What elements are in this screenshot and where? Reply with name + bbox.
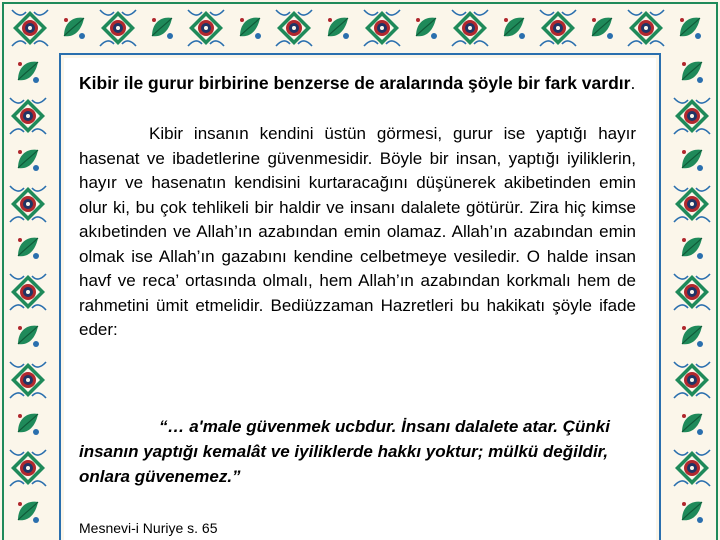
border-tile-left	[10, 362, 46, 398]
border-tile-top	[628, 10, 664, 46]
border-tile-top	[676, 14, 704, 42]
quotation	[79, 414, 644, 489]
border-tile-top	[236, 14, 264, 42]
border-tile-left	[10, 274, 46, 310]
border-tile-left	[14, 58, 42, 86]
border-tile-right	[678, 322, 706, 350]
border-tile-right	[678, 146, 706, 174]
border-tile-top	[540, 10, 576, 46]
heading-text: Kibir ile gurur birbirine benzerse de aralarında şöyle bir fark vardır	[79, 73, 631, 93]
border-tile-top	[588, 14, 616, 42]
border-tile-top	[148, 14, 176, 42]
border-tile-left	[14, 146, 42, 174]
heading-period: .	[630, 73, 636, 93]
border-tile-right	[674, 98, 710, 134]
border-tile-top	[324, 14, 352, 42]
border-tile-top	[412, 14, 440, 42]
border-tile-top	[12, 10, 48, 46]
body-text: Kibir insanın kendini üstün görmesi, gurur ise yaptığı hayır hasenat ve ibadetlerine güvenmesidir. Böyle bir insan, yaptığı iyiliklerin, hayır ve hasenatın kendisini kurtaracağını düşünerek akibetinden emin olur ki, bu çok tehlikeli bir haldir ve insanı dalalete götürür. Zira hiç kimse akıbetinden ve Allah’ın azabından emin olamaz. Allah’ın azabından emin olmak ise Allah’ın gazabını kendine celbetmeye vesiledir. O halde insan havf ve reca’ ortasında olmalı, hem Allah’ın azabından korkmalı hem de rahmetini ümit etmelidir. Bediüzzaman Hazretleri bu hakikatı şöyle ifade eder:	[79, 124, 636, 339]
border-tile-top	[452, 10, 488, 46]
border-tile-top	[60, 14, 88, 42]
border-tile-right	[678, 498, 706, 526]
heading	[79, 72, 644, 95]
border-tile-left	[10, 98, 46, 134]
border-tile-top	[188, 10, 224, 46]
quote-text: “… a'male güvenmek ucbdur. İnsanı dalalete atar. Çünki insanın yaptığı kemalât ve iyiliklerde hakkı yoktur; mülkü değildir, onlara güvenemez.”	[79, 417, 610, 486]
border-tile-top	[500, 14, 528, 42]
border-tile-left	[10, 186, 46, 222]
border-tile-left	[10, 450, 46, 486]
border-tile-top	[364, 10, 400, 46]
border-tile-right	[678, 58, 706, 86]
border-tile-right	[678, 234, 706, 262]
border-tile-right	[678, 410, 706, 438]
border-tile-right	[674, 362, 710, 398]
border-tile-left	[14, 234, 42, 262]
border-tile-right	[674, 274, 710, 310]
border-tile-left	[14, 410, 42, 438]
border-tile-top	[100, 10, 136, 46]
border-tile-top	[276, 10, 312, 46]
body-paragraph	[79, 122, 636, 343]
border-tile-left	[14, 498, 42, 526]
border-tile-right	[674, 450, 710, 486]
border-tile-left	[14, 322, 42, 350]
source-citation: Mesnevi-i Nuriye s. 65	[79, 520, 218, 536]
border-tile-right	[674, 186, 710, 222]
